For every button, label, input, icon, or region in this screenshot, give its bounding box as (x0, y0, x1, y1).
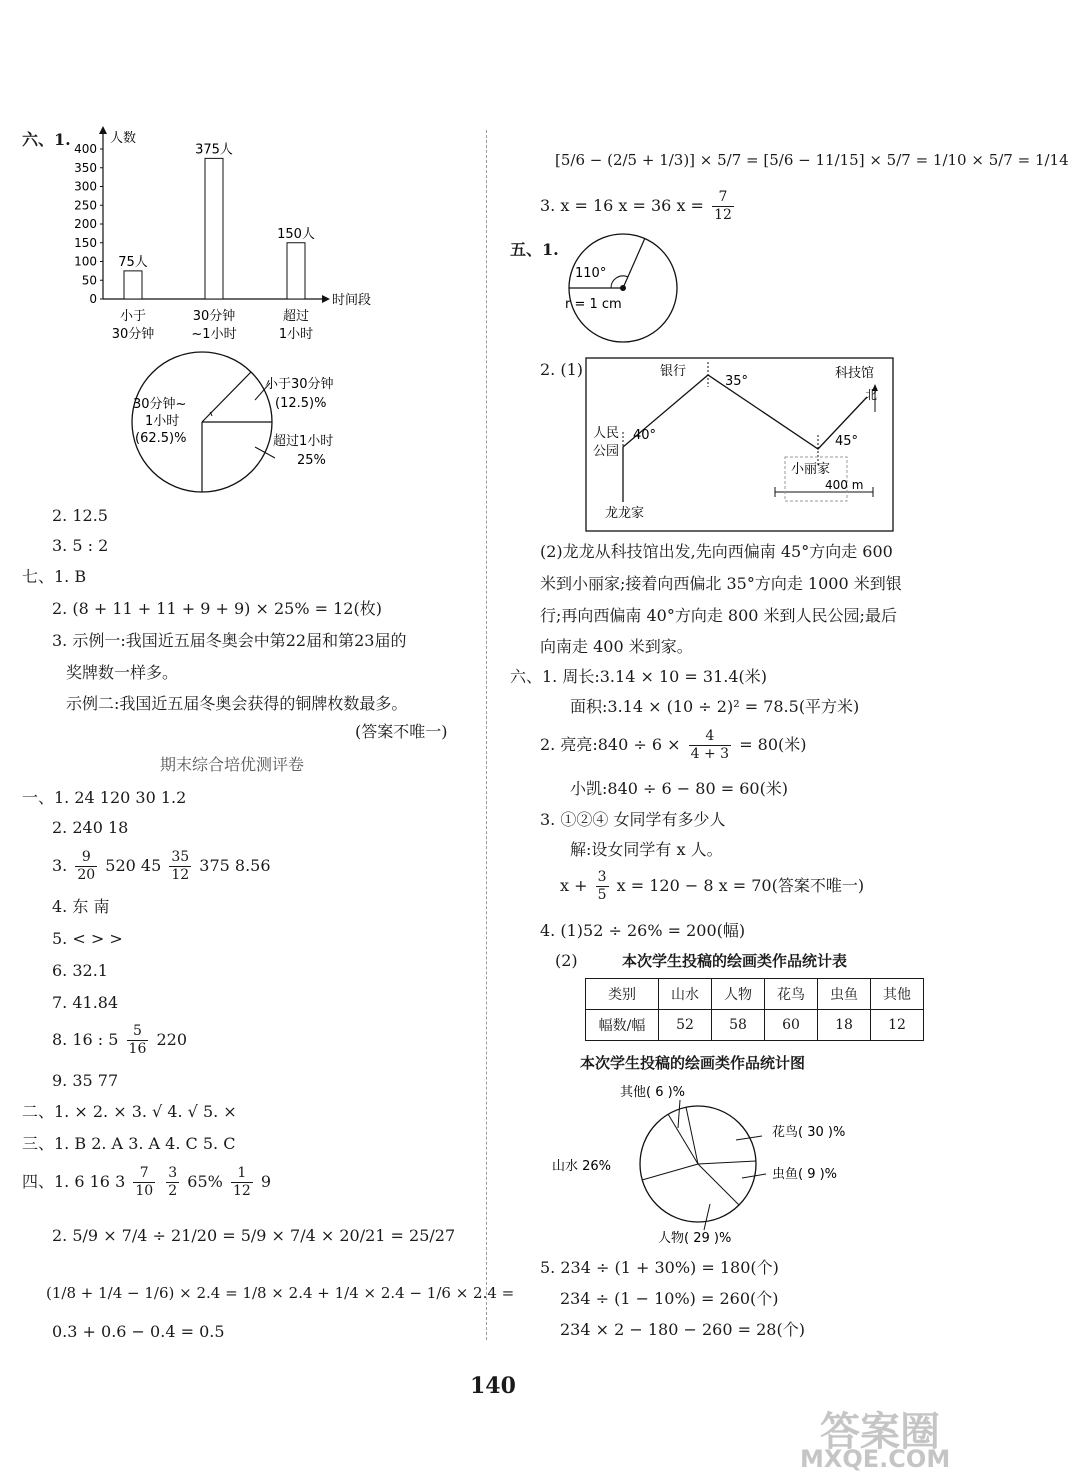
bar (205, 158, 223, 299)
watermark-logo: 答案圈 (820, 1409, 940, 1455)
s7-3b: 奖牌数一样多。 (66, 663, 179, 682)
s5-2-2d: 向南走 400 米到家。 (540, 637, 693, 656)
y-tick-label: 50 (81, 273, 97, 288)
pie2-label-landscape: 山水 26% (552, 1159, 612, 1174)
map-park-angle: 40° (633, 428, 657, 443)
s5-2-2a: (2)龙龙从科技馆出发,先向西偏南 45°方向走 600 (540, 542, 893, 561)
s6-2a: 2. 亮亮:840 ÷ 6 × $\frac{4}{4 + 3}$ = 80(米) (540, 728, 807, 762)
s6-1b: 面积:3.14 × (10 ÷ 2)² = 78.5(平方米) (570, 697, 860, 716)
pie1-label-a3: (62.5)% (135, 431, 187, 446)
s6-4b-label: (2) (555, 951, 578, 970)
map-park1: 人民 (593, 426, 620, 441)
q4-1: 四、1. 6 16 3 $\frac{7}{10}$ $\frac{3}{2}$ 65% $\frac{1}{12}$ 9 (22, 1165, 272, 1199)
pie2-label-other: 其他( 6 )% (620, 1085, 686, 1100)
s6-5c: 234 × 2 − 180 − 260 = 28(个) (560, 1320, 805, 1339)
s7-1: 七、1. B (22, 567, 87, 586)
pie1-label-c2: 25% (297, 453, 326, 468)
map-tech: 科技馆 (835, 366, 875, 381)
x-axis-title: 时间段 (332, 293, 372, 308)
table-cell: 52 (659, 1010, 712, 1041)
circle-figure (555, 230, 695, 350)
q1-7: 7. 41.84 (52, 993, 119, 1012)
map-park2: 公园 (593, 444, 620, 459)
q1-2: 2. 240 18 (52, 818, 129, 837)
y-tick-label: 250 (74, 198, 97, 213)
s6-1-label: 六、1. (22, 130, 71, 149)
s7-3c: 示例二:我国近五届冬奥会获得的铜牌枚数最多。 (66, 694, 408, 713)
r-line1: [5/6 − (2/5 + 1/3)] × 5/7 = [5/6 − 11/15] × 5/7 = 1/10 × 5/7 = 1/14 (555, 151, 1069, 169)
map-figure (585, 357, 895, 533)
map-bank-angle: 35° (725, 374, 749, 389)
s5-2-label: 2. (1) (540, 360, 584, 379)
y-axis-title: 人数 (110, 131, 137, 146)
s6-1a: 六、1. 周长:3.14 × 10 = 31.4(米) (510, 667, 767, 686)
q1-5: 5. < > > (52, 929, 123, 948)
category-label: ~1小时 (191, 327, 237, 342)
table-cell: 12 (871, 1010, 924, 1041)
y-tick-label: 0 (89, 292, 97, 306)
stats-table (585, 978, 924, 1041)
pie2-label-flower: 花鸟( 30 )% (772, 1125, 846, 1140)
r-line2: 3. x = 16 x = 36 x = $\frac{7}{12}$ (540, 189, 732, 223)
s6-2: 2. 12.5 (52, 506, 108, 525)
column-divider (486, 130, 487, 1340)
s6-5a: 5. 234 ÷ (1 + 30%) = 180(个) (540, 1258, 779, 1277)
s6-4a: 4. (1)52 ÷ 26% = 200(幅) (540, 921, 746, 940)
s6-3c: x + $\frac{3}{5}$ x = 120 − 8 x = 70(答案不唯一) (560, 869, 865, 903)
s5-2-2b: 米到小丽家;接着向西偏北 35°方向走 1000 米到银 (540, 574, 902, 593)
table-header: 人物 (712, 979, 765, 1010)
pie1-label-b1: 小于30分钟 (265, 377, 334, 392)
pie1-label-a1: 30分钟~ (133, 397, 187, 412)
bar (124, 271, 142, 299)
pie-chart-time (125, 355, 385, 500)
table-cell: 58 (712, 1010, 765, 1041)
map-north: 北 (865, 388, 878, 402)
y-tick-label: 200 (74, 217, 97, 231)
table-header: 虫鱼 (818, 979, 871, 1010)
s5-2-2c: 行;再向西偏南 40°方向走 800 米到人民公园;最后 (540, 606, 897, 625)
s6-3b: 解:设女同学有 x 人。 (570, 840, 723, 859)
q2: 二、1. × 2. × 3. √ 4. √ 5. × (22, 1102, 237, 1121)
s7-2: 2. (8 + 11 + 11 + 9 + 9) × 25% = 12(枚) (52, 599, 382, 618)
table-cell: 幅数/幅 (586, 1010, 659, 1041)
pie1-label-c1: 超过1小时 (273, 434, 334, 449)
category-label: 小于 (119, 309, 147, 324)
s6-3: 3. 5 : 2 (52, 536, 109, 555)
bar (287, 243, 305, 299)
map-li-angle: 45° (835, 434, 859, 449)
category-label: 超过 (282, 309, 310, 324)
q1-1: 一、1. 24 120 30 1.2 (22, 788, 187, 807)
s6-2b: 小凯:840 ÷ 6 − 80 = 60(米) (570, 779, 789, 798)
q4-2-line3: 0.3 + 0.6 − 0.4 = 0.5 (52, 1322, 225, 1341)
table-cell: 60 (765, 1010, 818, 1041)
q1-8: 8. 16 : 5 $\frac{5}{16}$ 220 (52, 1023, 188, 1057)
section-title: 期末综合培优测评卷 (160, 755, 305, 774)
table-cell: 18 (818, 1010, 871, 1041)
q4-2-line2: (1/8 + 1/4 − 1/6) × 2.4 = 1/8 × 2.4 + 1/4 × 2.4 − 1/6 × 2.4 = (46, 1284, 515, 1302)
q1-6: 6. 32.1 (52, 961, 108, 980)
category-label: 30分钟 (111, 327, 155, 342)
y-tick-label: 150 (74, 235, 97, 250)
pie-chart-paintings (540, 1078, 900, 1248)
q1-4: 4. 东 南 (52, 897, 110, 916)
pie1-label-b2: (12.5)% (275, 396, 327, 411)
pie1-label-a2: 1小时 (145, 414, 180, 429)
category-label: 1小时 (278, 327, 314, 342)
map-bank: 银行 (660, 364, 687, 379)
pie2-label-insect: 虫鱼( 9 )% (772, 1167, 838, 1182)
circle-angle: 110° (575, 266, 607, 281)
bar-value-label: 150人 (277, 226, 315, 242)
s5-1-label: 五、1. (510, 240, 559, 259)
map-li: 小丽家 (791, 462, 831, 477)
q4-2-line1: 2. 5/9 × 7/4 ÷ 21/20 = 5/9 × 7/4 × 20/21 = 25/27 (52, 1226, 456, 1245)
y-tick-label: 300 (74, 179, 97, 194)
table-title: 本次学生投稿的绘画类作品统计表 (622, 952, 848, 970)
y-tick-label: 100 (74, 254, 97, 269)
page-number: 140 (470, 1373, 516, 1399)
s6-5b: 234 ÷ (1 − 10%) = 260(个) (560, 1289, 779, 1308)
q3: 三、1. B 2. A 3. A 4. C 5. C (22, 1134, 236, 1153)
bar-value-label: 75人 (118, 254, 148, 270)
q1-9: 9. 35 77 (52, 1071, 119, 1090)
s6-3a: 3. ①②④ 女同学有多少人 (540, 810, 726, 829)
map-scale: 400 m (825, 478, 864, 492)
bar-chart (70, 122, 400, 347)
map-long: 龙龙家 (605, 506, 645, 521)
s7-3d: (答案不唯一) (355, 722, 448, 741)
category-label: 30分钟 (192, 309, 236, 324)
watermark-url: MXQE.COM (800, 1445, 951, 1473)
pie2-label-people: 人物( 29 )% (658, 1231, 732, 1246)
y-tick-label: 400 (74, 142, 97, 156)
table-header: 山水 (659, 979, 712, 1010)
s7-3a: 3. 示例一:我国近五届冬奥会中第22届和第23届的 (52, 631, 407, 650)
q1-3: 3. $\frac{9}{20}$ 520 45 $\frac{35}{12}$ 375 8.56 (52, 849, 271, 883)
table-header: 其他 (871, 979, 924, 1010)
bar-value-label: 375人 (195, 142, 233, 158)
y-tick-label: 350 (74, 160, 97, 175)
table-header: 类别 (586, 979, 659, 1010)
circle-radius: r = 1 cm (565, 297, 622, 312)
table-header: 花鸟 (765, 979, 818, 1010)
pie2-title: 本次学生投稿的绘画类作品统计图 (580, 1054, 806, 1072)
